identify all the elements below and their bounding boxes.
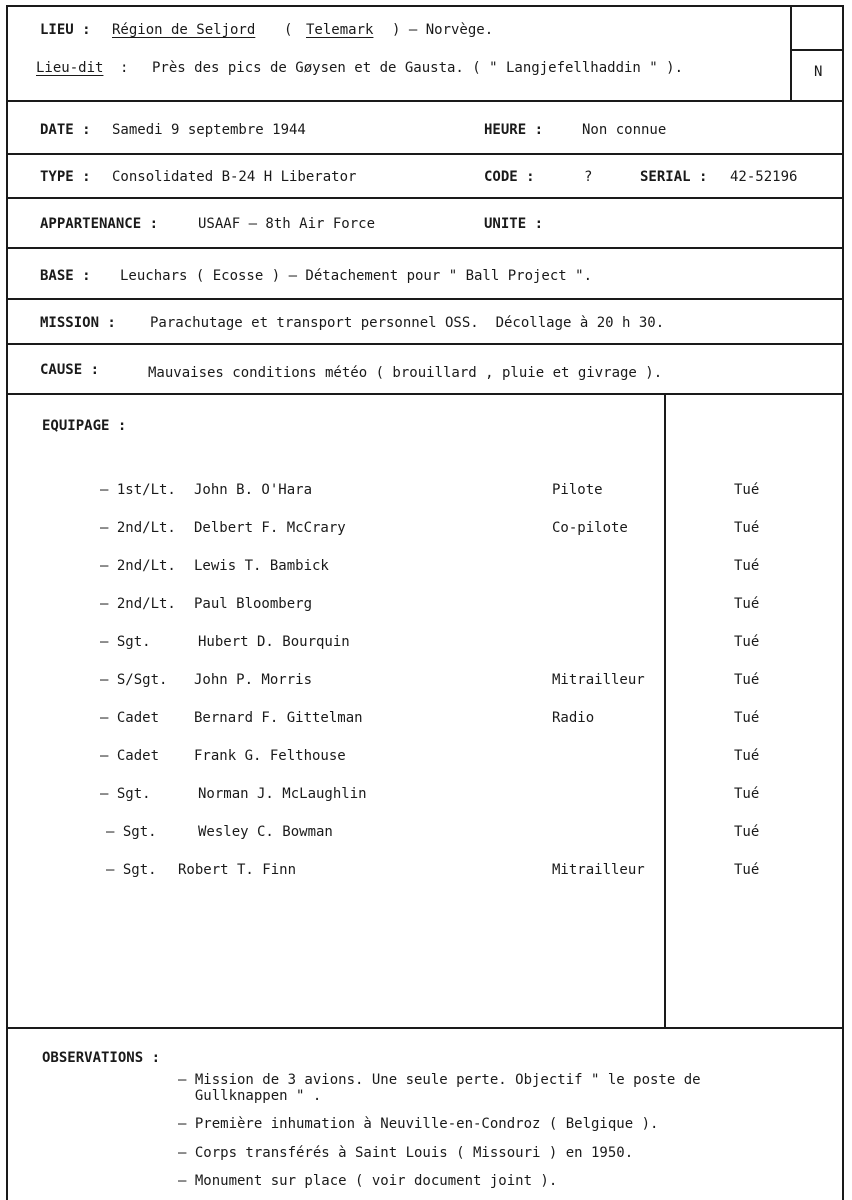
lieudit-value: Près des pics de Gøysen et de Gausta. ( " Langjefellhaddin " ). bbox=[152, 60, 684, 76]
lieu-country: ) – Norvège. bbox=[392, 22, 494, 38]
record-card bbox=[6, 5, 844, 1200]
lieudit-colon: : bbox=[120, 60, 129, 76]
crew-name: Wesley C. Bowman bbox=[198, 824, 333, 840]
crew-rank: – 1st/Lt. bbox=[100, 482, 176, 498]
observation-line: – Corps transférés à Saint Louis ( Missouri ) en 1950. bbox=[178, 1145, 634, 1161]
crew-name: Lewis T. Bambick bbox=[194, 558, 329, 574]
crew-rank: – Sgt. bbox=[106, 824, 157, 840]
equipage-label: EQUIPAGE : bbox=[42, 418, 127, 434]
base-value: Leuchars ( Ecosse ) – Détachement pour " Ball Project ". bbox=[120, 268, 593, 284]
lieu-label: LIEU : bbox=[40, 22, 91, 38]
divider bbox=[8, 1027, 842, 1029]
crew-name: Frank G. Felthouse bbox=[194, 748, 346, 764]
serial-value: 42-52196 bbox=[730, 169, 798, 185]
lieu-region: Région de Seljord bbox=[112, 22, 256, 38]
crew-role: Co-pilote bbox=[552, 520, 628, 536]
crew-status: Tué bbox=[734, 596, 760, 612]
appartenance-value: USAAF – 8th Air Force bbox=[198, 216, 376, 232]
crew-name: Paul Bloomberg bbox=[194, 596, 313, 612]
base-label: BASE : bbox=[40, 268, 91, 284]
unite-label: UNITE : bbox=[484, 216, 544, 232]
observation-line: – Monument sur place ( voir document joint ). bbox=[178, 1173, 558, 1189]
status-column-divider bbox=[664, 393, 666, 1027]
code-value: ? bbox=[584, 169, 593, 185]
crew-role: Mitrailleur bbox=[552, 862, 645, 878]
crew-status: Tué bbox=[734, 748, 760, 764]
crew-status: Tué bbox=[734, 672, 760, 688]
crew-name: John B. O'Hara bbox=[194, 482, 313, 498]
crew-name: John P. Morris bbox=[194, 672, 313, 688]
mission-value: Parachutage et transport personnel OSS. Décollage à 20 h 30. bbox=[150, 315, 665, 331]
divider bbox=[8, 247, 842, 249]
crew-name: Norman J. McLaughlin bbox=[198, 786, 367, 802]
serial-label: SERIAL : bbox=[640, 169, 708, 185]
lieu-telemark: Telemark bbox=[306, 22, 374, 38]
cause-label: CAUSE : bbox=[40, 362, 100, 378]
divider bbox=[8, 153, 842, 155]
cause-value: Mauvaises conditions météo ( brouillard , pluie et givrage ). bbox=[148, 365, 663, 381]
lieudit-label: Lieu-dit bbox=[36, 60, 104, 76]
crew-status: Tué bbox=[734, 786, 760, 802]
heure-label: HEURE : bbox=[484, 122, 544, 138]
heure-value: Non connue bbox=[582, 122, 667, 138]
observations-label: OBSERVATIONS : bbox=[42, 1050, 161, 1066]
crew-rank: – Cadet bbox=[100, 710, 160, 726]
lieu-paren-open: ( bbox=[284, 22, 293, 38]
crew-status: Tué bbox=[734, 520, 760, 536]
crew-rank: – S/Sgt. bbox=[100, 672, 168, 688]
crew-role: Mitrailleur bbox=[552, 672, 645, 688]
code-letter: N bbox=[814, 64, 823, 80]
date-label: DATE : bbox=[40, 122, 91, 138]
crew-name: Delbert F. McCrary bbox=[194, 520, 346, 536]
observation-line: Gullknappen " . bbox=[178, 1088, 322, 1104]
divider bbox=[8, 343, 842, 345]
divider bbox=[8, 197, 842, 199]
type-label: TYPE : bbox=[40, 169, 91, 185]
crew-name: Hubert D. Bourquin bbox=[198, 634, 350, 650]
crew-status: Tué bbox=[734, 862, 760, 878]
date-value: Samedi 9 septembre 1944 bbox=[112, 122, 306, 138]
crew-rank: – 2nd/Lt. bbox=[100, 520, 176, 536]
crew-rank: – 2nd/Lt. bbox=[100, 596, 176, 612]
crew-role: Pilote bbox=[552, 482, 603, 498]
observation-line: – Mission de 3 avions. Une seule perte. Objectif " le poste de bbox=[178, 1072, 701, 1088]
crew-rank: – Sgt. bbox=[100, 786, 151, 802]
crew-status: Tué bbox=[734, 634, 760, 650]
crew-name: Bernard F. Gittelman bbox=[194, 710, 363, 726]
divider bbox=[8, 393, 842, 395]
crew-name: Robert T. Finn bbox=[178, 862, 297, 878]
code-label: CODE : bbox=[484, 169, 535, 185]
divider bbox=[8, 298, 842, 300]
crew-status: Tué bbox=[734, 710, 760, 726]
crew-role: Radio bbox=[552, 710, 595, 726]
crew-rank: – 2nd/Lt. bbox=[100, 558, 176, 574]
crew-rank: – Sgt. bbox=[106, 862, 157, 878]
crew-rank: – Cadet bbox=[100, 748, 160, 764]
crew-status: Tué bbox=[734, 482, 760, 498]
crew-rank: – Sgt. bbox=[100, 634, 151, 650]
crew-status: Tué bbox=[734, 824, 760, 840]
type-value: Consolidated B-24 H Liberator bbox=[112, 169, 357, 185]
code-box-rule bbox=[790, 49, 842, 51]
appartenance-label: APPARTENANCE : bbox=[40, 216, 159, 232]
crew-status: Tué bbox=[734, 558, 760, 574]
observation-line: – Première inhumation à Neuville-en-Condroz ( Belgique ). bbox=[178, 1116, 659, 1132]
mission-label: MISSION : bbox=[40, 315, 116, 331]
divider bbox=[8, 100, 842, 102]
code-box-divider bbox=[790, 7, 792, 100]
